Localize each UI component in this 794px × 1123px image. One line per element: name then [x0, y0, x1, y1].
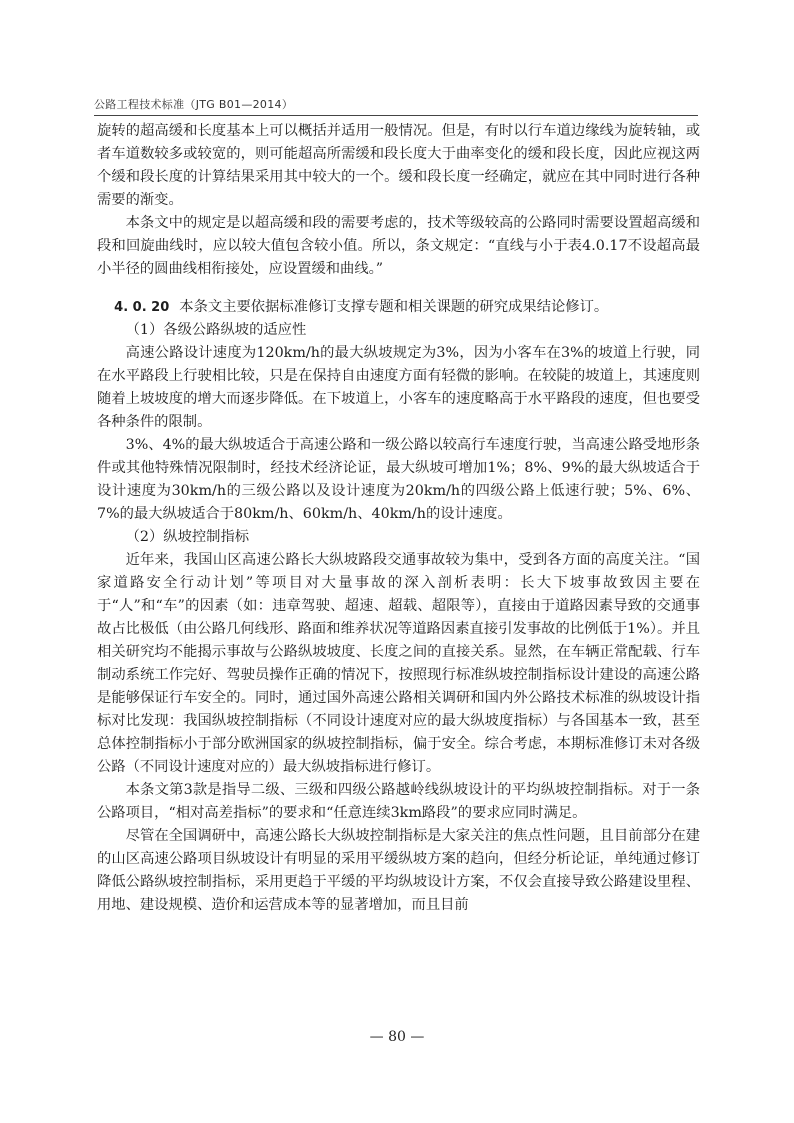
- running-header: 公路工程技术标准（JTG B01—2014）: [94, 98, 294, 111]
- paragraph: 本条文中的规定是以超高缓和段的需要考虑的，技术等级较高的公路同时需要设置超高缓和段和回旋曲线时，应以较大值包含较小值。所以，条文规定：“直线与小于表4.0.17不设超高最小半径的圆曲线相衔接处，应设置缓和曲线。”: [97, 215, 700, 277]
- paragraph: 尽管在全国调研中，高速公路长大纵坡控制指标是大家关注的焦点性问题，且目前部分在建的山区高速公路项目纵坡设计有明显的采用平缓纵坡方案的趋向，但经分析论证，单纯通过修订降低公路纵坡控制指标，采用更趋于平缓的平均纵坡设计方案，不仅会直接导致公路建设里程、用地、建设规模、造价和运营成本等的显著增加，而且目前: [97, 828, 700, 913]
- paragraph: 近年来，我国山区高速公路长大纵坡路段交通事故较为集中，受到各方面的高度关注。“国家道路安全行动计划”等项目对大量事故的深入剖析表明：长大下坡事故致因主要在于“人”和“车”的因素（如：违章驾驶、超速、超载、超限等），直接由于道路因素导致的交通事故占比极低（由公路几何线形、路面和维养状况等道路因素直接引发事故的比例低于1%）。并且相关研究均不能揭示事故与公路纵坡坡度、长度之间的直接关系。显然，在车辆正常配载、行车制动系统工作完好、驾驶员操作正确的情况下，按照现行标准纵坡控制指标设计建设的高速公路是能够保证行车安全的。同时，通过国外高速公路相关调研和国内外公路技术标准的纵坡设计指标对比发现：我国纵坡控制指标（不同设计速度对应的最大纵坡度指标）与各国基本一致，甚至总体控制指标小于部分欧洲国家的纵坡控制指标，偏于安全。综合考虑，本期标准修订未对各级公路（不同设计速度对应的）最大纵坡指标进行修订。: [97, 552, 700, 775]
- section-intro: 本条文主要依据标准修订支撑专题和相关课题的研究成果结论修订。: [179, 299, 609, 315]
- paragraph: 高速公路设计速度为120km/h的最大纵坡规定为3%，因为小客车在3%的坡道上行驶，同在水平路段上行驶相比较，只是在保持自由速度方面有轻微的影响。在较陡的坡道上，其速度则随着上坡坡度的增大而逐步降低。在下坡道上，小客车的速度略高于水平路段的速度，但也要受各种条件的限制。: [97, 345, 700, 430]
- header-divider: [94, 115, 698, 116]
- body-text: [97, 120, 700, 917]
- paragraph: 3%、4%的最大纵坡适合于高速公路和一级公路以较高行车速度行驶，当高速公路受地形条件或其他特殊情况限制时，经技术经济论证，最大纵坡可增加1%；8%、9%的最大纵坡适合于设计速度为30km/h的三级公路以及设计速度为20km/h的四级公路上低速行驶；5%、6%、7%的最大纵坡适合于80km/h、60km/h、40km/h的设计速度。: [97, 437, 700, 522]
- section-clause: [97, 296, 700, 319]
- subheading: （2）纵坡控制指标: [125, 529, 250, 545]
- section-number: 4. 0. 20: [114, 300, 170, 315]
- subheading: （1）各级公路纵坡的适应性: [125, 322, 307, 338]
- page-number: — 80 —: [369, 1029, 425, 1045]
- paragraph: 旋转的超高缓和长度基本上可以概括并适用一般情况。但是，有时以行车道边缘线为旋转轴，或者车道数较多或较宽的，则可能超高所需缓和段长度大于曲率变化的缓和段长度，因此应视这两个缓和段长度的计算结果采用其中较大的一个。缓和段长度一经确定，就应在其中同时进行各种需要的渐变。: [97, 123, 700, 208]
- paragraph: 本条文第3款是指导二级、三级和四级公路越岭线纵坡设计的平均纵坡控制指标。对于一条公路项目，“相对高差指标”的要求和“任意连续3km路段”的要求应同时满足。: [97, 782, 700, 821]
